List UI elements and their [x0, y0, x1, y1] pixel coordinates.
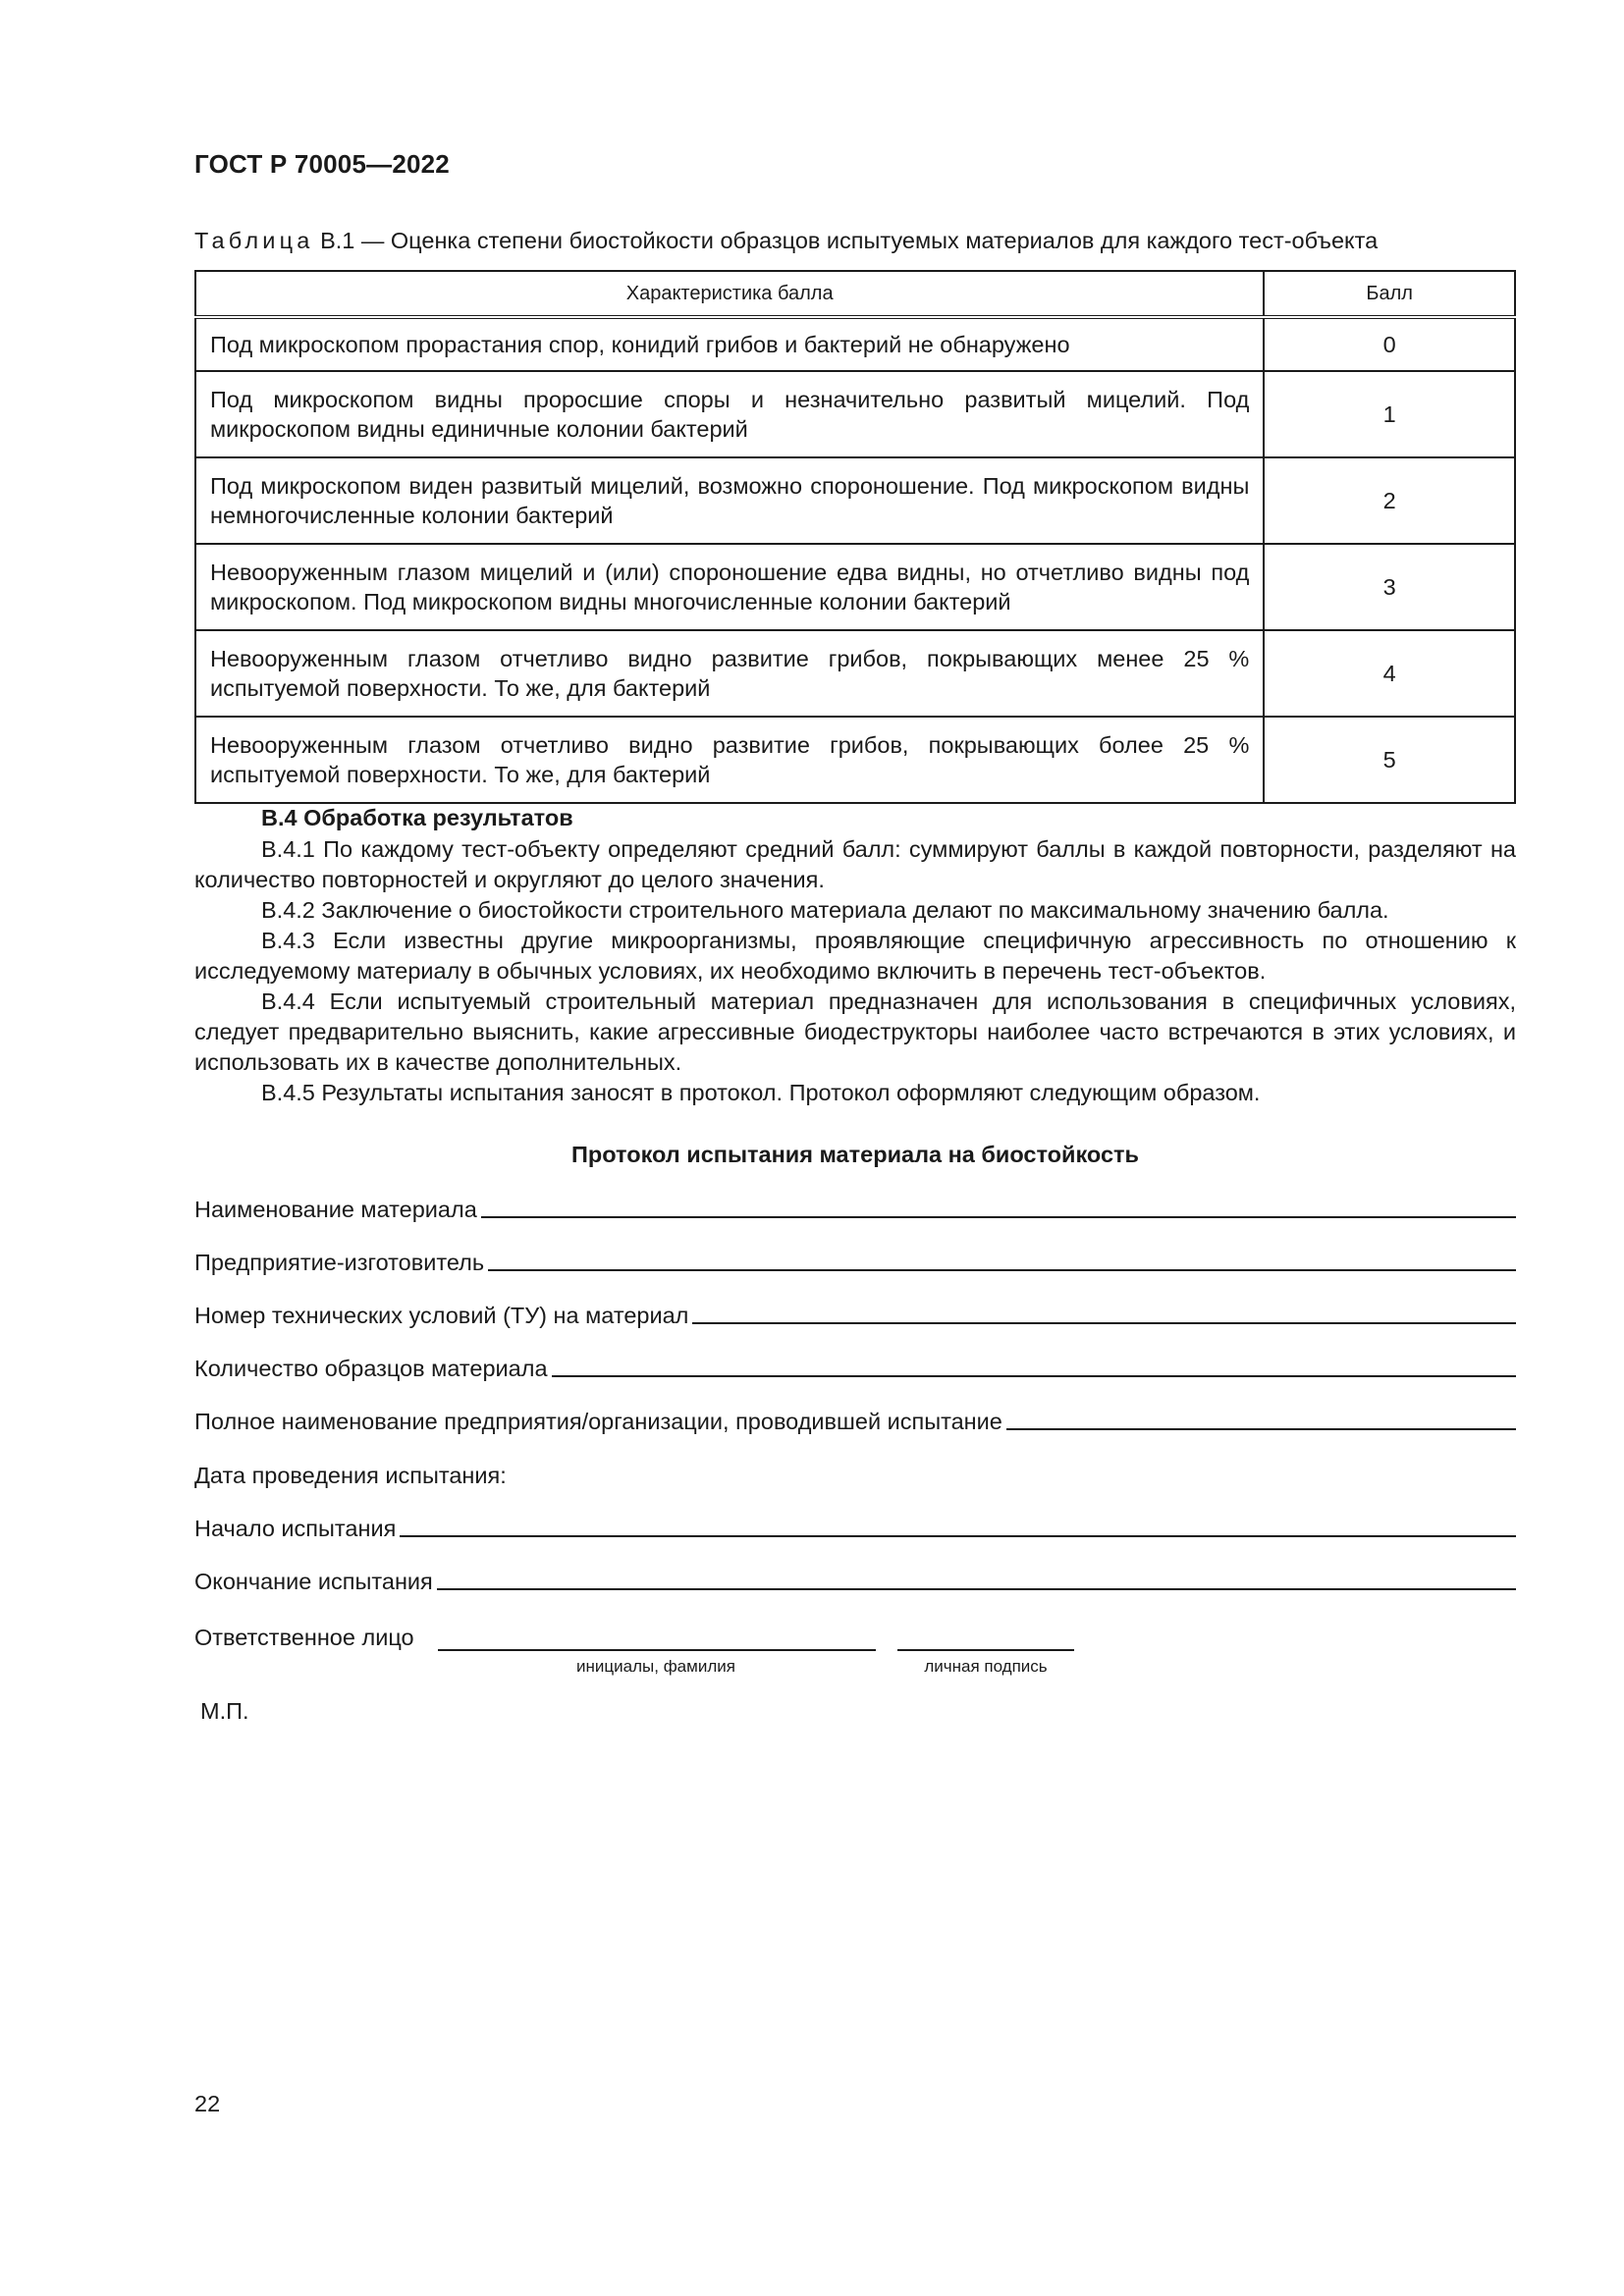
tu-number-field: [194, 1296, 1516, 1329]
table-row: [195, 371, 1515, 457]
column-header-score: Балл: [1264, 271, 1515, 317]
signature-line[interactable]: [897, 1649, 1074, 1651]
table-row: [195, 717, 1515, 803]
standard-id: ГОСТ Р 70005—2022: [194, 149, 450, 179]
row-score: 2: [1264, 457, 1515, 544]
field-label: Окончание испытания: [194, 1569, 433, 1594]
fill-in-line[interactable]: [488, 1268, 1516, 1271]
fill-in-line[interactable]: [692, 1321, 1516, 1324]
row-score: 5: [1264, 717, 1515, 803]
field-label: Наименование материала: [194, 1197, 477, 1222]
table-caption-text: В.1 — Оценка степени биостойкости образцов испытуемых материалов для каждого тест-объекта: [313, 228, 1379, 253]
seal-mark: М.П.: [200, 1698, 249, 1724]
results-section: [194, 801, 1516, 1108]
signature-caption: личная подпись: [924, 1657, 1048, 1676]
fill-in-line[interactable]: [437, 1587, 1516, 1590]
table-row: [195, 630, 1515, 717]
table-row: [195, 457, 1515, 544]
column-header-description: Характеристика балла: [195, 271, 1264, 317]
test-date-label: Дата проведения испытания:: [194, 1463, 507, 1488]
row-description: Невооруженным глазом отчетливо видно развитие грибов, покрывающих более 25 % испытуемой поверхности. То же, для бактерий: [195, 717, 1264, 803]
protocol-title: Протокол испытания материала на биостойкость: [571, 1142, 1139, 1167]
field-label: Номер технических условий (ТУ) на материал: [194, 1303, 689, 1328]
table-row: [195, 544, 1515, 630]
row-description: Невооруженным глазом мицелий и (или) спороношение едва видны, но отчетливо видны под микроскопом. Под микроскопом видны многочисленные колонии бактерий: [195, 544, 1264, 630]
field-label: Полное наименование предприятия/организации, проводившей испытание: [194, 1409, 1002, 1434]
table-row: [195, 317, 1515, 371]
row-score: 4: [1264, 630, 1515, 717]
name-line[interactable]: [438, 1649, 876, 1651]
table-caption: [194, 228, 1516, 254]
page-number: 22: [194, 2091, 221, 2116]
row-description: Под микроскопом виден развитый мицелий, возможно спороношение. Под микроскопом видны немногочисленные колонии бактерий: [195, 457, 1264, 544]
sample-count-field: [194, 1349, 1516, 1382]
field-label: Ответственное лицо: [194, 1625, 414, 1650]
testing-org-field: [194, 1402, 1516, 1435]
fill-in-line[interactable]: [552, 1374, 1516, 1377]
paragraph: В.4.1 По каждому тест-объекту определяют средний балл: суммируют баллы в каждой повторности, разделяют на количество повторностей и округляют до целого значения.: [194, 836, 1516, 892]
paragraph: В.4.5 Результаты испытания заносят в протокол. Протокол оформляют следующим образом.: [261, 1080, 1261, 1105]
field-label: Начало испытания: [194, 1516, 397, 1541]
row-description: Под микроскопом видны проросшие споры и незначительно развитый мицелий. Под микроскопом видны единичные колонии бактерий: [195, 371, 1264, 457]
row-score: 3: [1264, 544, 1515, 630]
document-page: [194, 0, 1516, 2296]
manufacturer-field: [194, 1243, 1516, 1276]
name-caption: инициалы, фамилия: [576, 1657, 735, 1676]
row-description: Под микроскопом прорастания спор, конидий грибов и бактерий не обнаружено: [195, 317, 1264, 371]
fill-in-line[interactable]: [1006, 1427, 1516, 1430]
responsible-person-field: [194, 1624, 1516, 1657]
fill-in-line[interactable]: [481, 1215, 1516, 1218]
paragraph: В.4.4 Если испытуемый строительный материал предназначен для использования в специфичных условиях, следует предварительно выяснить, какие агрессивные биодеструкторы наиболее часто встречаются в этих условиях, и использовать их в качестве дополнительных.: [194, 988, 1516, 1075]
row-score: 1: [1264, 371, 1515, 457]
test-end-field: [194, 1562, 1516, 1595]
test-start-field: [194, 1509, 1516, 1542]
table-caption-word: Таблица: [194, 228, 314, 253]
material-name-field: [194, 1190, 1516, 1223]
score-table: [194, 270, 1516, 804]
paragraph: В.4.3 Если известны другие микроорганизмы, проявляющие специфичную агрессивность по отношению к исследуемому материалу в обычных условиях, их необходимо включить в перечень тест-объектов.: [194, 928, 1516, 984]
field-label: Количество образцов материала: [194, 1356, 548, 1381]
row-score: 0: [1264, 317, 1515, 371]
section-heading: В.4 Обработка результатов: [261, 805, 573, 830]
paragraph: В.4.2 Заключение о биостойкости строительного материала делают по максимальному значению балла.: [261, 897, 1389, 923]
row-description: Невооруженным глазом отчетливо видно развитие грибов, покрывающих менее 25 % испытуемой поверхности. То же, для бактерий: [195, 630, 1264, 717]
field-label: Предприятие-изготовитель: [194, 1250, 485, 1275]
fill-in-line[interactable]: [400, 1534, 1516, 1537]
